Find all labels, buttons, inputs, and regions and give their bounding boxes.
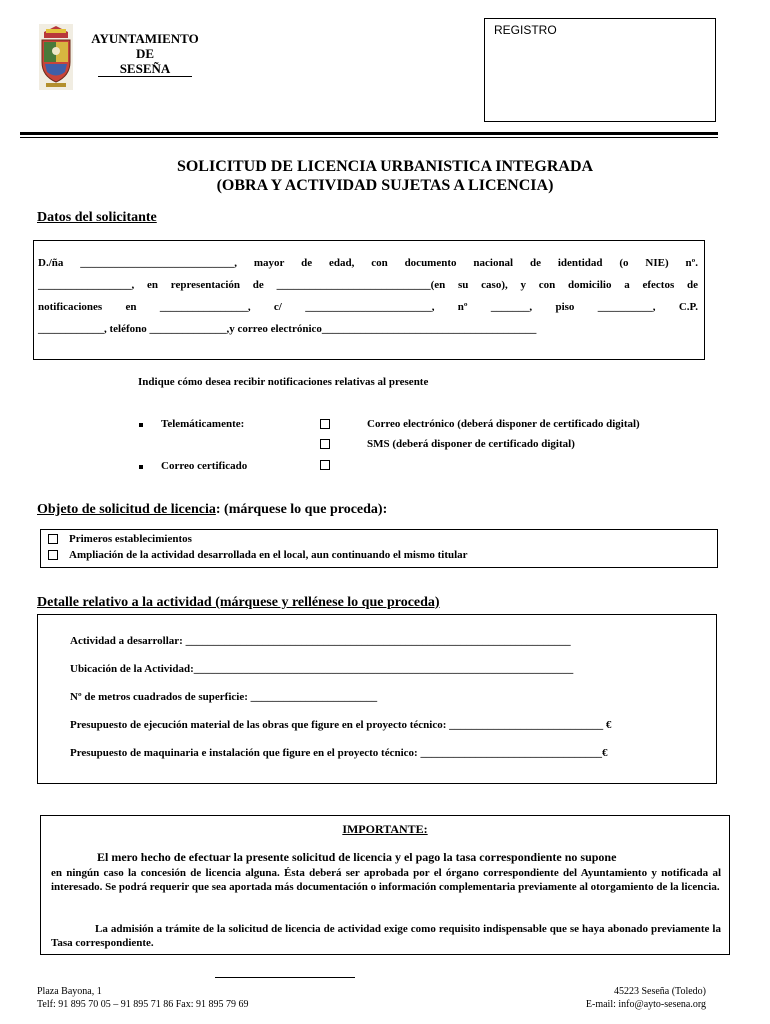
solicitante-box [33, 240, 705, 360]
coat-of-arms-logo [37, 24, 75, 90]
objeto-heading-main: Objeto de solicitud de licencia [37, 502, 216, 517]
importante-box [40, 815, 730, 955]
presupuesto-obras-field[interactable]: Presupuesto de ejecución material de las obras que figure en el proyecto técnico: ____________________________ € [70, 719, 612, 731]
footer-city: 45223 Seseña (Toledo) [613, 986, 706, 997]
correo-electronico-checkbox[interactable] [320, 419, 330, 429]
footer-divider [215, 977, 355, 978]
correo-certificado-label: Correo certificado [161, 460, 248, 472]
primeros-establecimientos-label: Primeros establecimientos [69, 533, 192, 545]
bullet-icon [139, 465, 143, 469]
detalle-heading: Detalle relativo a la actividad (márquese y rellénese lo que proceda) [37, 595, 440, 610]
town-name-line2: DE [135, 46, 155, 61]
town-name [80, 31, 210, 77]
footer-email[interactable]: E-mail: info@ayto-sesena.org [585, 999, 706, 1010]
importante-para1-rest: en ningún caso la concesión de licencia alguna. Ésta deberá ser aprobada por el órgano correspondiente del Ayuntamiento y notificada al interesado. Se podrá requerir que sea aportada más documentación o información complementaria previamente al otorgamiento de la licencia. [51, 867, 721, 893]
document-title-line1: SOLICITUD DE LICENCIA URBANISTICA INTEGRADA [176, 158, 594, 175]
registro-box [484, 18, 716, 122]
sms-checkbox[interactable] [320, 439, 330, 449]
solicitante-line4[interactable]: ____________, teléfono ______________,y correo electrónico_______________________________________ [38, 323, 537, 335]
bullet-icon [139, 423, 143, 427]
metros-field[interactable]: Nº de metros cuadrados de superficie: _______________________ [70, 691, 378, 703]
ampliacion-actividad-label: Ampliación de la actividad desarrollada en el local, aun continuando el mismo titular [69, 549, 468, 561]
ampliacion-actividad-checkbox[interactable] [48, 550, 58, 560]
objeto-heading-rest: : (márquese lo que proceda): [215, 502, 388, 517]
detalle-box [37, 614, 717, 784]
actividad-field[interactable]: Actividad a desarrollar: ______________________________________________________________________ [70, 635, 571, 647]
ubicacion-field[interactable]: Ubicación de la Actividad:_____________________________________________________________________ [70, 663, 574, 675]
registro-label: REGISTRO [494, 23, 557, 37]
footer-right [480, 985, 706, 1011]
correo-certificado-checkbox[interactable] [320, 460, 330, 470]
objeto-heading [37, 502, 387, 518]
document-title-line2: (OBRA Y ACTIVIDAD SUJETAS A LICENCIA) [216, 177, 554, 194]
telematicamente-label: Telemáticamente: [161, 418, 245, 430]
footer-left [37, 985, 249, 1011]
header-divider-thin [20, 137, 718, 138]
primeros-establecimientos-checkbox[interactable] [48, 534, 58, 544]
objeto-box [40, 529, 718, 568]
solicitante-line3[interactable]: notificaciones en ________________, c/ _______________________, nº _______, piso __________, C.P. [38, 301, 698, 313]
importante-para2: La admisión a trámite de la solicitud de licencia de actividad exige como requisito indispensable que se haya abonado previamente la Tasa correspondiente. [51, 923, 721, 949]
solicitante-heading: Datos del solicitante [37, 210, 157, 225]
importante-heading: IMPORTANTE: [342, 822, 428, 836]
presupuesto-maquinaria-field[interactable]: Presupuesto de maquinaria e instalación que figure en el proyecto técnico: _________________________________€ [70, 747, 608, 759]
sms-label: SMS (deberá disponer de certificado digital) [367, 438, 575, 450]
solicitante-line2[interactable]: _________________, en representación de ____________________________(en su caso), y con domicilio a efectos de [38, 279, 698, 291]
town-name-line1: AYUNTAMIENTO [91, 31, 199, 46]
footer-phones: Telf: 91 895 70 05 – 91 895 71 86 Fax: 91 895 79 69 [37, 999, 249, 1010]
solicitante-line1[interactable]: D./ña ____________________________, mayor de edad, con documento nacional de identidad (o NIE) nº. [38, 257, 698, 269]
importante-para1-lead: El mero hecho de efectuar la presente solicitud de licencia y el pago la tasa correspondiente no supone [97, 850, 617, 864]
correo-electronico-label: Correo electrónico (deberá disponer de certificado digital) [367, 418, 640, 430]
footer-address: Plaza Bayona, 1 [37, 986, 102, 997]
header-divider-thick [20, 132, 718, 135]
document-title [60, 157, 710, 195]
town-name-line3: SESEÑA [98, 61, 193, 77]
notificaciones-intro: Indique cómo desea recibir notificaciones relativas al presente [138, 376, 429, 388]
